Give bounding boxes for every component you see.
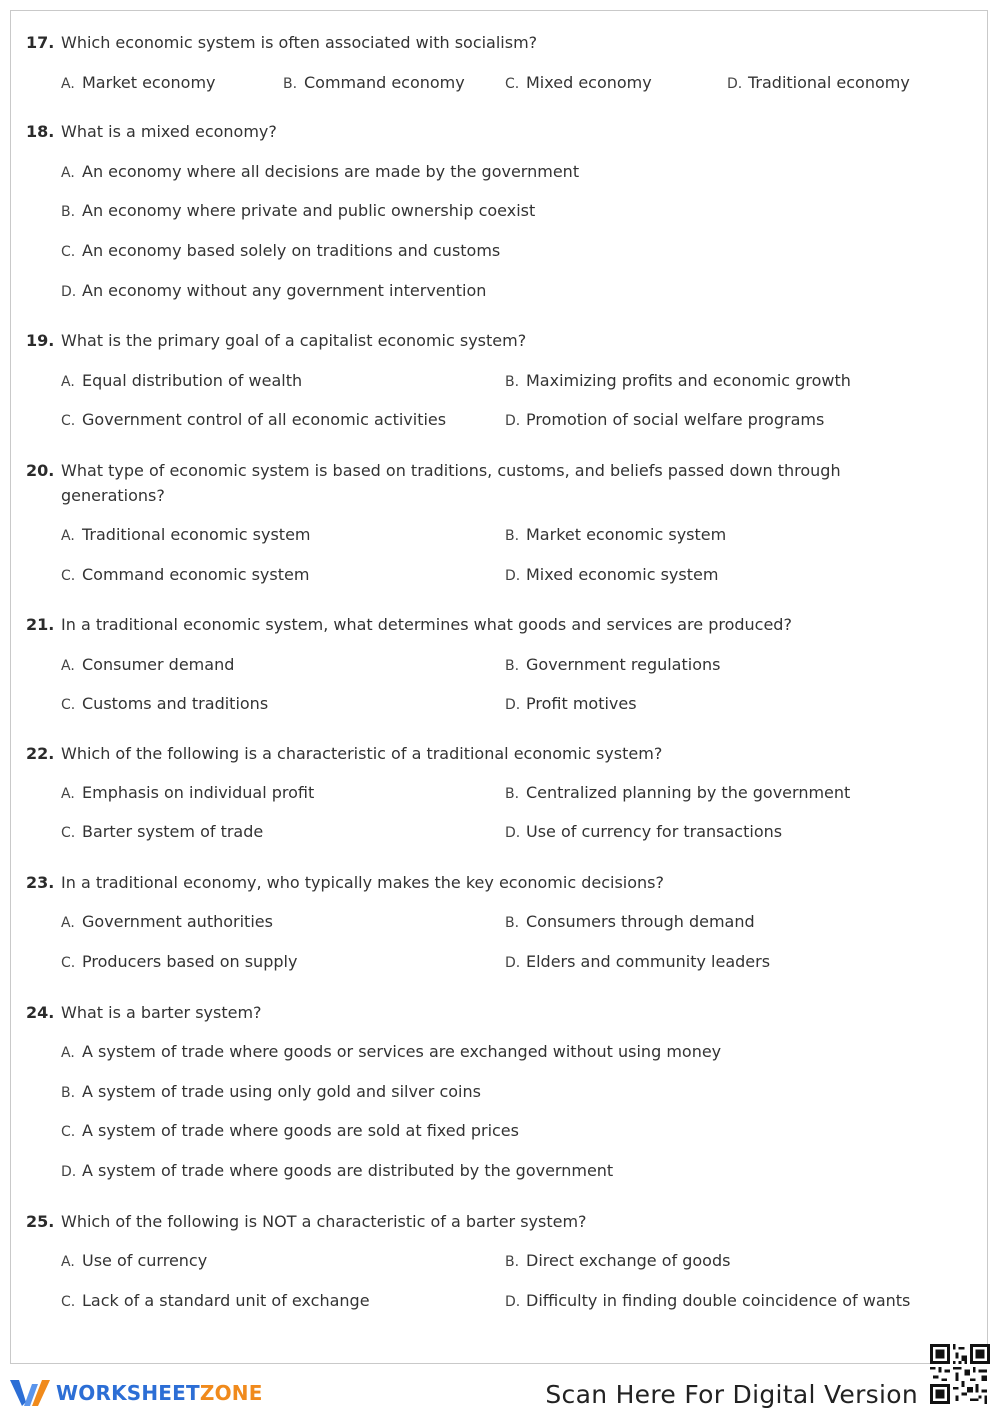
option-text: Government regulations bbox=[526, 655, 721, 674]
option-c[interactable] bbox=[61, 950, 297, 975]
question-text: What is the primary goal of a capitalist economic system? bbox=[61, 331, 527, 350]
option-a[interactable] bbox=[61, 781, 314, 806]
option-b[interactable] bbox=[505, 910, 755, 935]
option-letter: A. bbox=[61, 786, 75, 802]
option-letter: A. bbox=[61, 1254, 75, 1270]
option-letter: C. bbox=[61, 955, 76, 971]
option-text: A system of trade where goods or services are exchanged without using money bbox=[82, 1042, 722, 1061]
option-letter: A. bbox=[61, 76, 75, 92]
option-d[interactable] bbox=[61, 1159, 613, 1184]
question-18 bbox=[26, 119, 940, 314]
option-a[interactable] bbox=[61, 71, 216, 96]
option-text: Traditional economic system bbox=[82, 525, 311, 544]
option-letter: D. bbox=[61, 1164, 77, 1180]
option-letter: D. bbox=[505, 1294, 521, 1310]
option-letter: A. bbox=[61, 915, 75, 931]
option-text: Command economic system bbox=[82, 565, 310, 584]
option-letter: D. bbox=[61, 284, 77, 300]
option-letter: D. bbox=[505, 955, 521, 971]
option-letter: A. bbox=[61, 165, 75, 181]
option-a[interactable] bbox=[61, 523, 311, 548]
option-text: An economy without any government intervention bbox=[82, 281, 487, 300]
option-text: An economy where private and public ownership coexist bbox=[82, 201, 536, 220]
option-a[interactable] bbox=[61, 1040, 721, 1065]
qr-code-icon[interactable] bbox=[930, 1344, 990, 1404]
option-a[interactable] bbox=[61, 160, 579, 185]
scan-caption: Scan Here For Digital Version bbox=[545, 1380, 918, 1409]
option-letter: A. bbox=[61, 658, 75, 674]
option-text: Mixed economy bbox=[526, 73, 652, 92]
option-text: Lack of a standard unit of exchange bbox=[82, 1291, 370, 1310]
option-letter: C. bbox=[61, 1294, 76, 1310]
option-text: A system of trade using only gold and silver coins bbox=[82, 1082, 481, 1101]
option-letter: B. bbox=[505, 915, 520, 931]
option-letter: C. bbox=[61, 413, 76, 429]
option-d[interactable] bbox=[727, 71, 910, 96]
option-b[interactable] bbox=[505, 523, 726, 548]
option-d[interactable] bbox=[505, 408, 824, 433]
option-letter: B. bbox=[61, 204, 76, 220]
option-b[interactable] bbox=[505, 369, 851, 394]
option-d[interactable] bbox=[505, 950, 770, 975]
option-b[interactable] bbox=[61, 1080, 481, 1105]
question-number: 21. bbox=[26, 615, 55, 634]
option-letter: C. bbox=[61, 697, 76, 713]
option-text: Profit motives bbox=[526, 694, 637, 713]
option-text: Equal distribution of wealth bbox=[82, 371, 303, 390]
question-22 bbox=[26, 741, 940, 856]
option-text: Traditional economy bbox=[748, 73, 910, 92]
question-24 bbox=[26, 1000, 940, 1195]
question-number: 23. bbox=[26, 873, 55, 892]
option-text: Maximizing profits and economic growth bbox=[526, 371, 851, 390]
option-text: Government control of all economic activities bbox=[82, 410, 447, 429]
option-text: Customs and traditions bbox=[82, 694, 269, 713]
option-a[interactable] bbox=[61, 910, 273, 935]
option-c[interactable] bbox=[505, 71, 652, 96]
option-c[interactable] bbox=[61, 820, 263, 845]
brand-logo bbox=[10, 1376, 263, 1410]
option-d[interactable] bbox=[505, 1289, 910, 1314]
option-text: Use of currency bbox=[82, 1251, 208, 1270]
option-letter: B. bbox=[283, 76, 298, 92]
option-letter: B. bbox=[61, 1085, 76, 1101]
option-text: Command economy bbox=[304, 73, 465, 92]
option-c[interactable] bbox=[61, 563, 309, 588]
option-letter: B. bbox=[505, 658, 520, 674]
question-text: What is a mixed economy? bbox=[61, 122, 277, 141]
question-number: 18. bbox=[26, 122, 55, 141]
option-letter: A. bbox=[61, 1045, 75, 1061]
option-text: Consumer demand bbox=[82, 655, 235, 674]
option-letter: A. bbox=[61, 374, 75, 390]
question-20 bbox=[26, 458, 940, 598]
option-text: A system of trade where goods are distributed by the government bbox=[82, 1161, 614, 1180]
option-letter: D. bbox=[505, 413, 521, 429]
option-text: Consumers through demand bbox=[526, 912, 755, 931]
option-text: Government authorities bbox=[82, 912, 273, 931]
option-d[interactable] bbox=[505, 563, 718, 588]
option-text: Market economy bbox=[82, 73, 216, 92]
option-text: Emphasis on individual profit bbox=[82, 783, 315, 802]
option-text: Mixed economic system bbox=[526, 565, 719, 584]
option-c[interactable] bbox=[61, 1289, 370, 1314]
option-text: Difficulty in finding double coincidence of wants bbox=[526, 1291, 911, 1310]
option-b[interactable] bbox=[61, 199, 535, 224]
option-letter: D. bbox=[505, 697, 521, 713]
option-text: Elders and community leaders bbox=[526, 952, 771, 971]
option-b[interactable] bbox=[505, 653, 720, 678]
option-c[interactable] bbox=[61, 239, 500, 264]
option-text: Direct exchange of goods bbox=[526, 1251, 731, 1270]
question-19 bbox=[26, 328, 940, 443]
question-text: In a traditional economy, who typically makes the key economic decisions? bbox=[61, 873, 664, 892]
option-c[interactable] bbox=[61, 408, 446, 433]
option-b[interactable] bbox=[505, 781, 850, 806]
question-text: Which of the following is NOT a characteristic of a barter system? bbox=[61, 1212, 587, 1231]
question-23 bbox=[26, 870, 940, 985]
option-d[interactable] bbox=[505, 820, 782, 845]
option-c[interactable] bbox=[61, 692, 268, 717]
brand-name bbox=[56, 1381, 263, 1405]
option-letter: D. bbox=[505, 568, 521, 584]
brand-name-part1: WORKSHEET bbox=[56, 1381, 200, 1405]
question-text: What type of economic system is based on traditions, customs, and beliefs passed down through generations? bbox=[61, 461, 841, 505]
option-a[interactable] bbox=[61, 369, 302, 394]
option-text: A system of trade where goods are sold at fixed prices bbox=[82, 1121, 519, 1140]
worksheetzone-logo-icon bbox=[10, 1376, 52, 1410]
option-letter: B. bbox=[505, 528, 520, 544]
option-letter: C. bbox=[505, 76, 520, 92]
question-text: What is a barter system? bbox=[61, 1003, 262, 1022]
question-25 bbox=[26, 1209, 940, 1324]
option-text: Use of currency for transactions bbox=[526, 822, 783, 841]
question-text: In a traditional economic system, what determines what goods and services are produced? bbox=[61, 615, 792, 634]
option-text: Centralized planning by the government bbox=[526, 783, 851, 802]
option-letter: C. bbox=[61, 244, 76, 260]
option-text: Market economic system bbox=[526, 525, 727, 544]
question-number: 20. bbox=[26, 461, 55, 480]
option-letter: D. bbox=[727, 76, 743, 92]
option-text: Producers based on supply bbox=[82, 952, 298, 971]
option-b[interactable] bbox=[505, 1249, 730, 1274]
option-d[interactable] bbox=[61, 279, 486, 304]
option-letter: B. bbox=[505, 786, 520, 802]
option-letter: D. bbox=[505, 825, 521, 841]
option-text: Promotion of social welfare programs bbox=[526, 410, 825, 429]
question-number: 19. bbox=[26, 331, 55, 350]
option-text: An economy where all decisions are made by the government bbox=[82, 162, 580, 181]
option-letter: C. bbox=[61, 825, 76, 841]
brand-name-part2: ZONE bbox=[199, 1381, 263, 1405]
option-letter: A. bbox=[61, 528, 75, 544]
question-number: 25. bbox=[26, 1212, 55, 1231]
option-letter: C. bbox=[61, 568, 76, 584]
question-text: Which of the following is a characteristic of a traditional economic system? bbox=[61, 744, 663, 763]
option-d[interactable] bbox=[505, 692, 637, 717]
question-21 bbox=[26, 612, 940, 727]
option-text: Barter system of trade bbox=[82, 822, 264, 841]
option-a[interactable] bbox=[61, 1249, 207, 1274]
option-text: An economy based solely on traditions and customs bbox=[82, 241, 501, 260]
question-number: 24. bbox=[26, 1003, 55, 1022]
question-text: Which economic system is often associated with socialism? bbox=[61, 33, 538, 52]
option-a[interactable] bbox=[61, 653, 234, 678]
option-letter: B. bbox=[505, 374, 520, 390]
question-number: 22. bbox=[26, 744, 55, 763]
question-17 bbox=[26, 30, 940, 95]
option-c[interactable] bbox=[61, 1119, 519, 1144]
option-b[interactable] bbox=[283, 71, 465, 96]
question-number: 17. bbox=[26, 33, 55, 52]
option-letter: C. bbox=[61, 1124, 76, 1140]
option-letter: B. bbox=[505, 1254, 520, 1270]
